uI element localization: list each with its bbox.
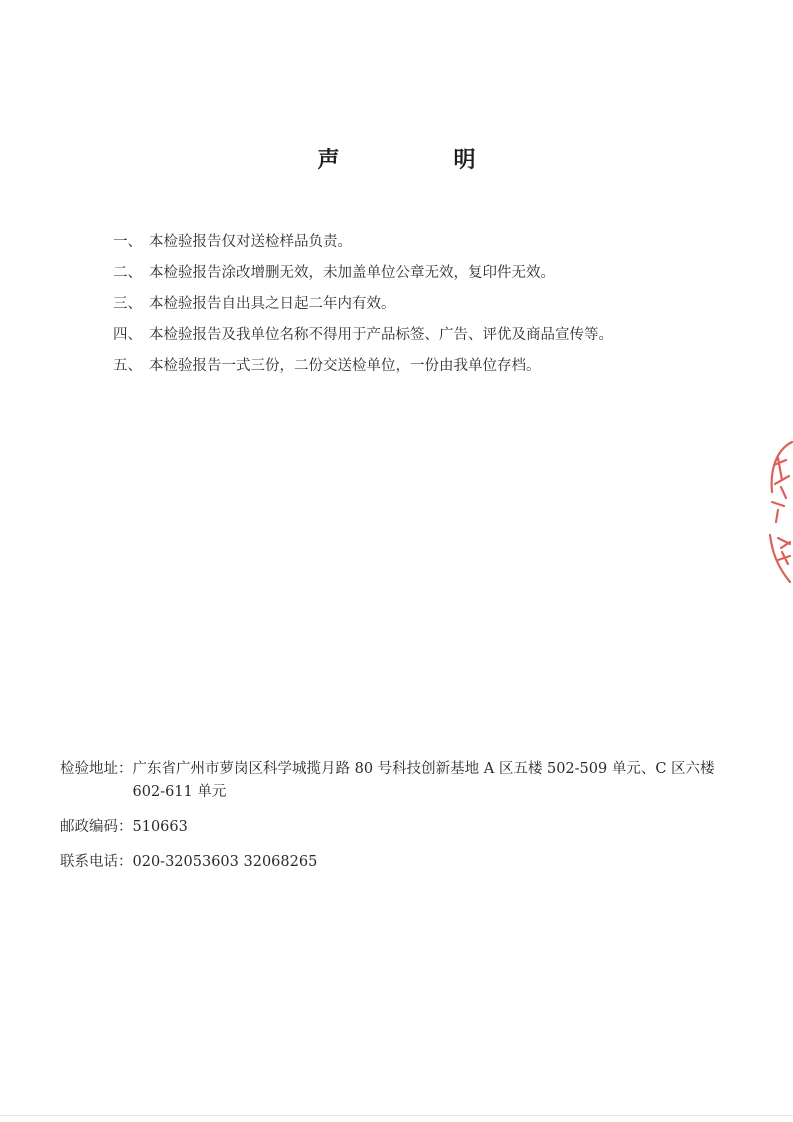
address-row — [60, 758, 750, 804]
address-label: 检验地址： — [60, 761, 133, 777]
item-text: 本检验报告及我单位名称不得用于产品标签、广告、评优及商品宣传等。 — [149, 327, 613, 343]
declaration-item — [113, 323, 733, 354]
declaration-item — [113, 292, 733, 323]
item-number: 二、 — [113, 265, 142, 281]
declaration-item — [113, 230, 733, 261]
phone-label: 联系电话： — [60, 854, 133, 870]
page-title: 声 明 — [317, 148, 522, 173]
declaration-list — [113, 230, 733, 385]
phone-value: 020-32053603 32068265 — [132, 854, 318, 870]
partial-seal-stamp — [748, 440, 793, 590]
address-value: 广东省广州市萝岗区科学城揽月路 80 号科技创新基地 A 区五楼 502-509 单元、C 区六楼 602-611 单元 — [132, 761, 715, 800]
postcode-row — [60, 816, 750, 839]
phone-row — [60, 851, 750, 874]
postcode-value: 510663 — [132, 819, 188, 835]
declaration-item — [113, 354, 733, 385]
page-edge-line — [0, 1115, 793, 1116]
item-text: 本检验报告自出具之日起二年内有效。 — [149, 296, 396, 312]
declaration-item — [113, 261, 733, 292]
contact-info — [60, 758, 750, 874]
item-text: 本检验报告仅对送检样品负责。 — [149, 234, 352, 250]
item-number: 一、 — [113, 234, 142, 250]
postcode-label: 邮政编码： — [60, 819, 133, 835]
item-number: 四、 — [113, 327, 142, 343]
item-text: 本检验报告一式三份，二份交送检单位，一份由我单位存档。 — [149, 358, 541, 374]
item-number: 三、 — [113, 296, 142, 312]
item-text: 本检验报告涂改增删无效，未加盖单位公章无效，复印件无效。 — [149, 265, 555, 281]
item-number: 五、 — [113, 358, 142, 374]
